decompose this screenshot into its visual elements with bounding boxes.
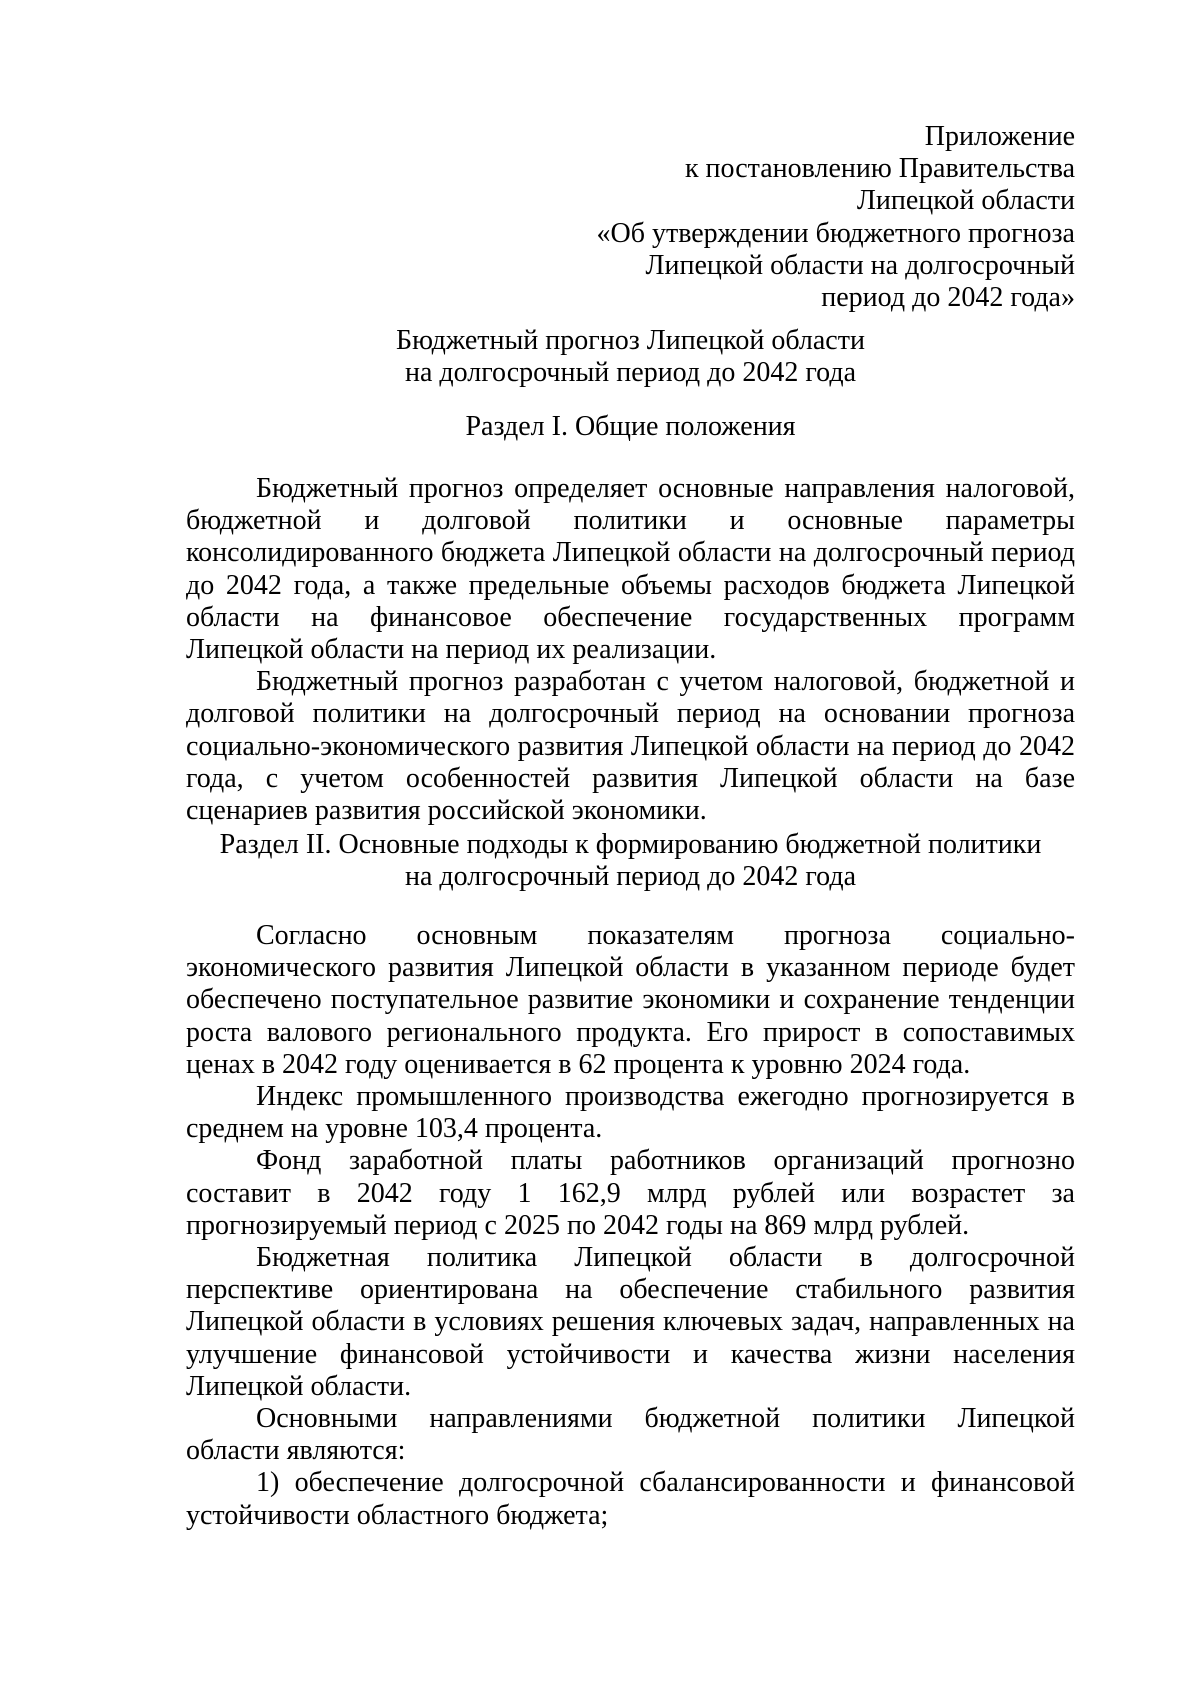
appendix-line: период до 2042 года»	[821, 282, 1075, 314]
appendix-line: Липецкой области на долгосрочный	[645, 249, 1075, 281]
title-line: на долгосрочный период до 2042 года	[404, 357, 857, 389]
paragraph: Индекс промышленного производства ежегодно прогнозируется в среднем на уровне 103,4 процента.	[186, 1081, 1075, 1145]
appendix-line: «Об утверждении бюджетного прогноза	[596, 217, 1075, 249]
appendix-line: Приложение	[924, 121, 1075, 152]
section-2-body	[186, 920, 1075, 1532]
title-line: Бюджетный прогноз Липецкой области	[396, 325, 865, 356]
paragraph: Фонд заработной платы работников организаций прогнозно составит в 2042 году 1 162,9 млрд рублей или возрастет за прогнозируемый период с 2025 по 2042 годы на 869 млрд рублей.	[186, 1145, 1075, 1241]
section-1-heading: Раздел I. Общие положения	[465, 411, 796, 442]
appendix-line: к постановлению Правительства	[684, 153, 1075, 185]
section-2-heading	[186, 829, 1075, 893]
paragraph: Бюджетный прогноз определяет основные направления налоговой, бюджетной и долговой политики и основные параметры консолидированного бюджета Липецкой области на долгосрочный период до 2042 года, а также предельные объемы расходов бюджета Липецкой области на финансовое обеспечение государственных программ Липецкой области на период их реализации.	[186, 473, 1075, 666]
paragraph: Бюджетный прогноз разработан с учетом налоговой, бюджетной и долговой политики на долгосрочный период на основании прогноза социально-экономического развития Липецкой области на период до 2042 года, с учетом особенностей развития Липецкой области на базе сценариев развития российской экономики.	[186, 666, 1075, 827]
appendix-line: Липецкой области	[856, 185, 1075, 217]
section-1-body	[186, 473, 1075, 827]
paragraph: Бюджетная политика Липецкой области в долгосрочной перспективе ориентирована на обеспечение стабильного развития Липецкой области в условиях решения ключевых задач, направленных на улучшение финансовой устойчивости и качества жизни населения Липецкой области.	[186, 1242, 1075, 1402]
section-2-heading-line: на долгосрочный период до 2042 года	[404, 861, 857, 893]
section-2-heading-line: Раздел II. Основные подходы к формированию бюджетной политики	[219, 829, 1042, 860]
appendix-block	[515, 121, 1075, 314]
list-item: 1) обеспечение долгосрочной сбалансированности и финансовой устойчивости областного бюджета;	[186, 1467, 1075, 1531]
document-title	[186, 325, 1075, 389]
paragraph: Основными направлениями бюджетной политики Липецкой области являются:	[186, 1403, 1075, 1467]
paragraph: Согласно основным показателям прогноза социально-экономического развития Липецкой области в указанном периоде будет обеспечено поступательное развитие экономики и сохранение тенденции роста валового регионального продукта. Его прирост в сопоставимых ценах в 2042 году оценивается в 62 процента к уровню 2024 года.	[186, 920, 1075, 1080]
